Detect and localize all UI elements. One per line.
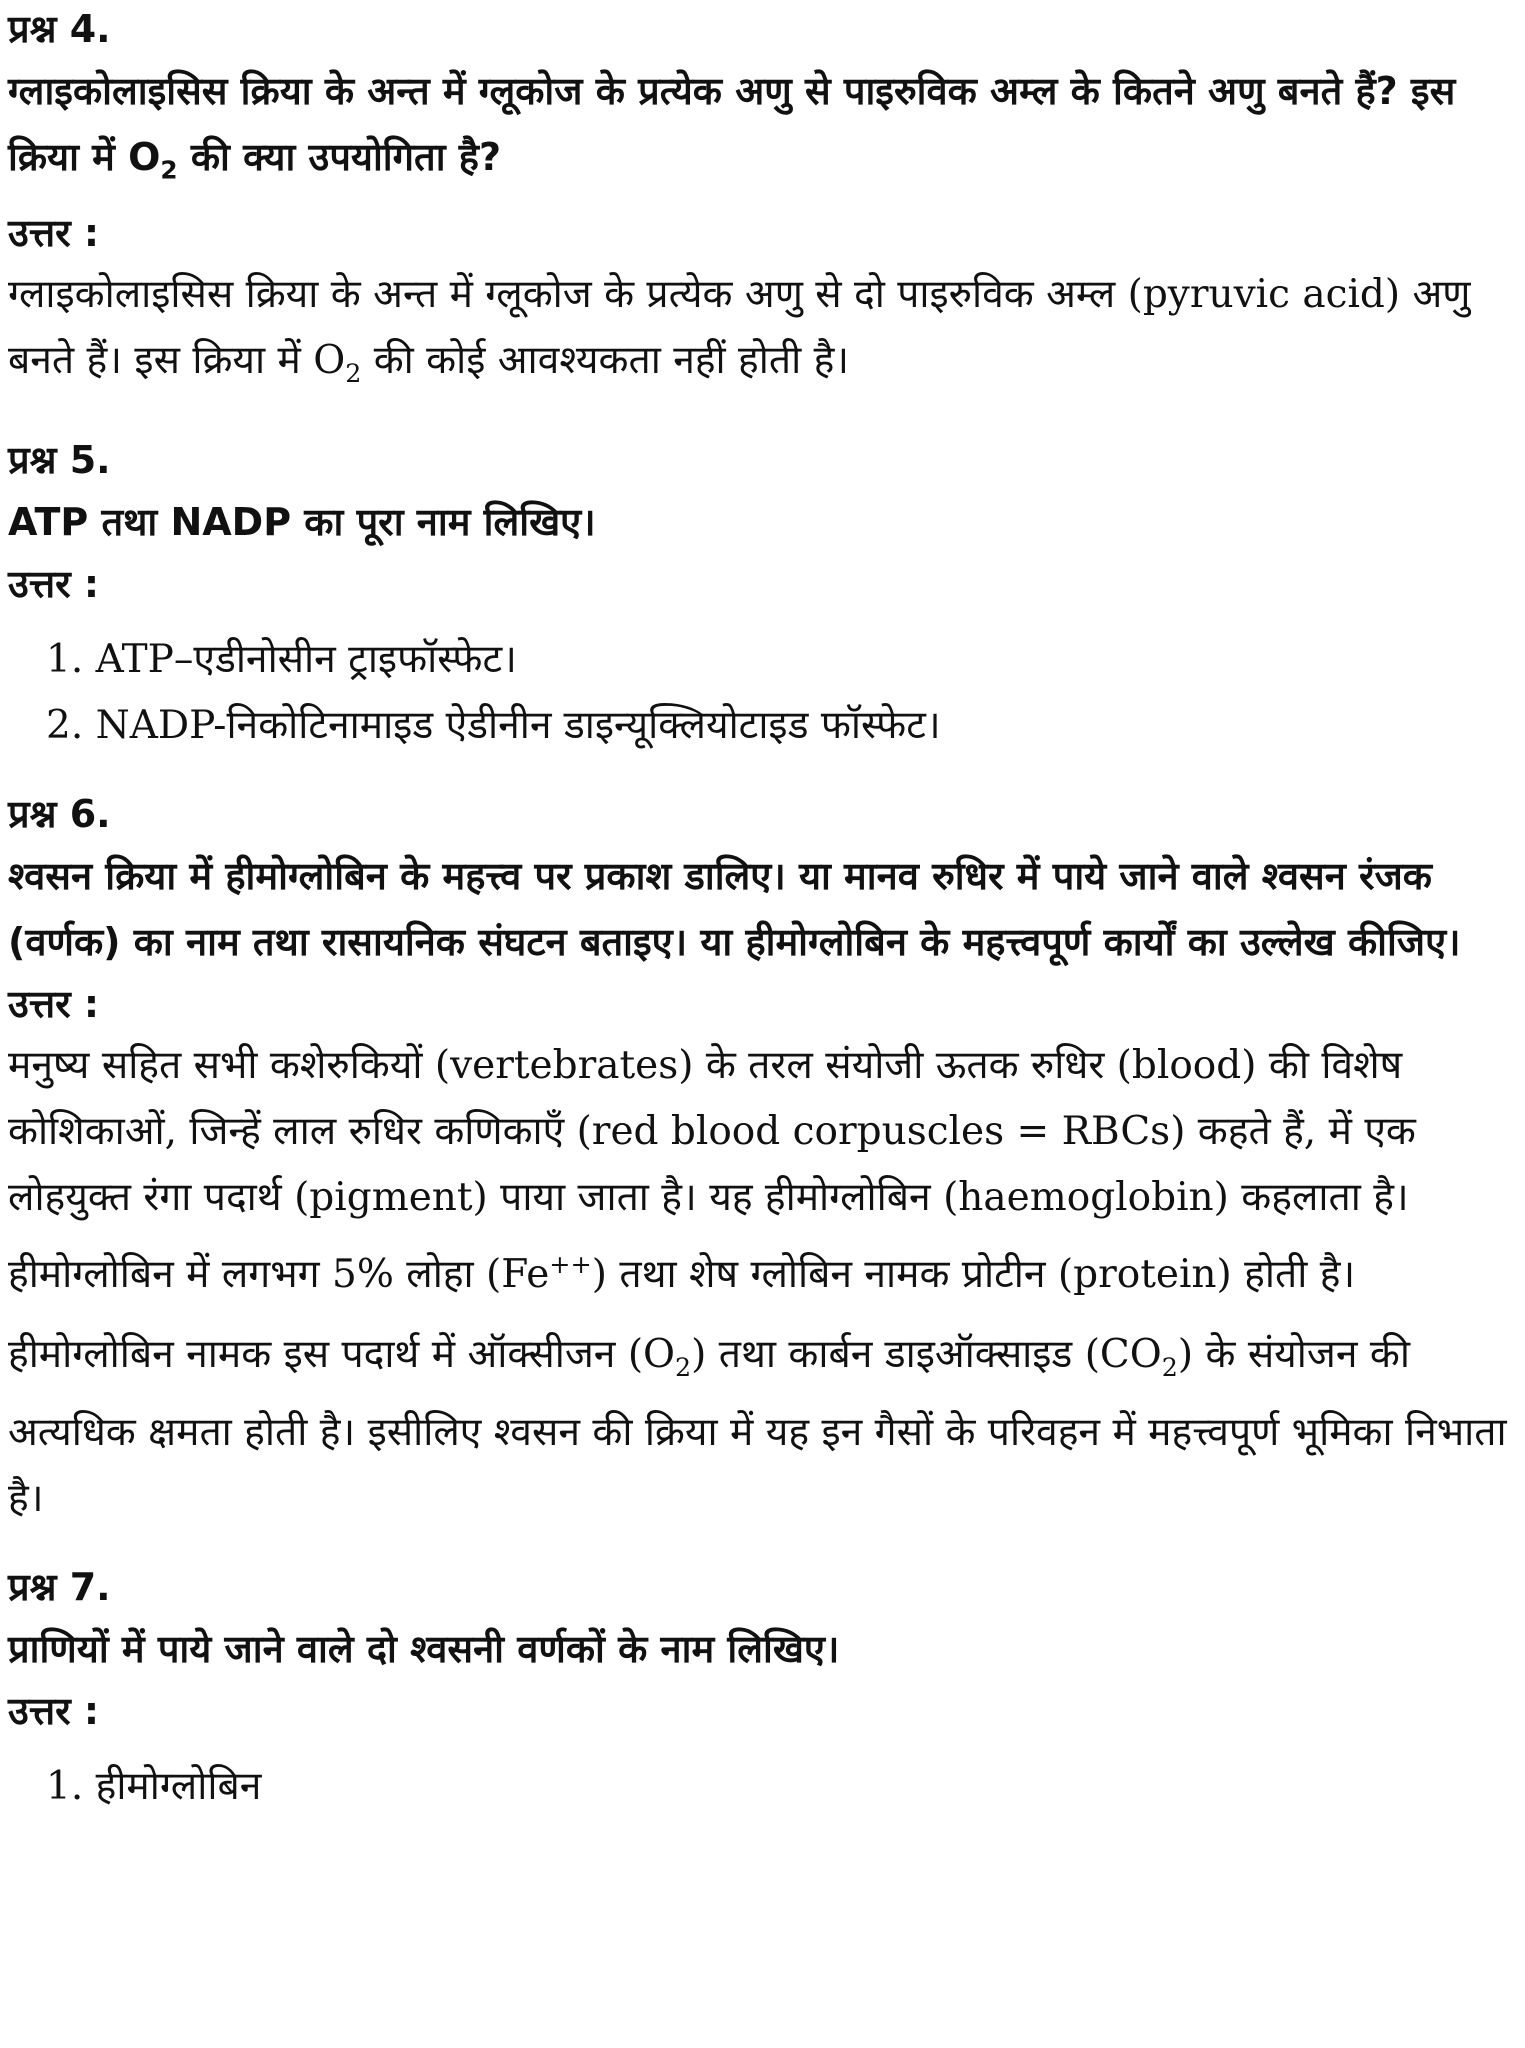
question-label: प्रश्न 4. xyxy=(8,7,111,51)
question-text: श्वसन क्रिया में हीमोग्लोबिन के महत्त्व पर प्रकाश डालिए। या मानव रुधिर में पाये जाने वाले श्वसन रंजक (वर्णक) का नाम तथा रासायनिक संघटन बताइए। या हीमोग्लोबिन के महत्त्वपूर्ण कार्यों का उल्लेख कीजिए। xyxy=(8,854,1461,965)
answer-list xyxy=(8,627,1513,759)
answer-label: उत्तर : xyxy=(8,210,100,255)
answer-paragraph-2: हीमोग्लोबिन नामक इस पदार्थ में ऑक्सीजन $(O_2)$ तथा कार्बन डाइऑक्साइड $(CO_2)$ के संयोजन की अत्यधिक क्षमता होती है। इसीलिए श्वसन की क्रिया में यह इन गैसों के परिवहन में महत्त्वपूर्ण भूमिका निभाता है। xyxy=(8,1332,1507,1522)
answer-label: उत्तर : xyxy=(8,1689,100,1734)
question-6 xyxy=(8,785,1513,1532)
question-text: ग्लाइकोलाइसिस क्रिया के अन्त में ग्लूकोज के प्रत्येक अणु से पाइरुविक अम्ल के कितने अणु बनते हैं? इस क्रिया में $O_2$ की क्या उपयोगिता है? xyxy=(8,69,1456,185)
answer-list xyxy=(8,1754,1513,1820)
question-5 xyxy=(8,431,1513,759)
document-page xyxy=(8,0,1513,1820)
answer-label: उत्तर : xyxy=(8,562,100,607)
list-item: 1. ATP–एडीनोसीन ट्राइफॉस्फेट। xyxy=(46,637,517,683)
answer-text: ग्लाइकोलाइसिस क्रिया के अन्त में ग्लूकोज के प्रत्येक अणु से दो पाइरुविक अम्ल (pyruvic acid) अणु बनते हैं। इस क्रिया में $O_2$ की कोई आवश्यकता नहीं होती है। xyxy=(8,271,1471,388)
answer-label: उत्तर : xyxy=(8,982,100,1027)
question-7 xyxy=(8,1558,1513,1820)
question-4 xyxy=(8,0,1513,405)
answer-paragraph-1: मनुष्य सहित सभी कशेरुकियों (vertebrates) के तरल संयोजी ऊतक रुधिर (blood) की विशेष कोशिकाओं, जिन्हें लाल रुधिर कणिकाएँ (red blood corpuscles = RBCs) कहते हैं, में एक लोहयुक्त रंगा पदार्थ (pigment) पाया जाता है। यह हीमोग्लोबिन (haemoglobin) कहलाता है। हीमोग्लोबिन में लगभग 5% लोहा (Fe++) तथा शेष ग्लोबिन नामक प्रोटीन (protein) होती है। xyxy=(8,1043,1416,1298)
question-text: ATP तथा NADP का पूरा नाम लिखिए। xyxy=(8,500,596,545)
question-label: प्रश्न 7. xyxy=(8,1565,111,1610)
list-item: 1. हीमोग्लोबिन xyxy=(46,1764,262,1810)
question-label: प्रश्न 5. xyxy=(8,438,111,483)
question-label: प्रश्न 6. xyxy=(8,792,111,837)
list-item: 2. NADP-निकोटिनामाइड ऐडीनीन डाइन्यूक्लियोटाइड फॉस्फेट। xyxy=(46,703,941,749)
question-text: प्राणियों में पाये जाने वाले दो श्वसनी वर्णकों के नाम लिखिए। xyxy=(8,1627,840,1672)
